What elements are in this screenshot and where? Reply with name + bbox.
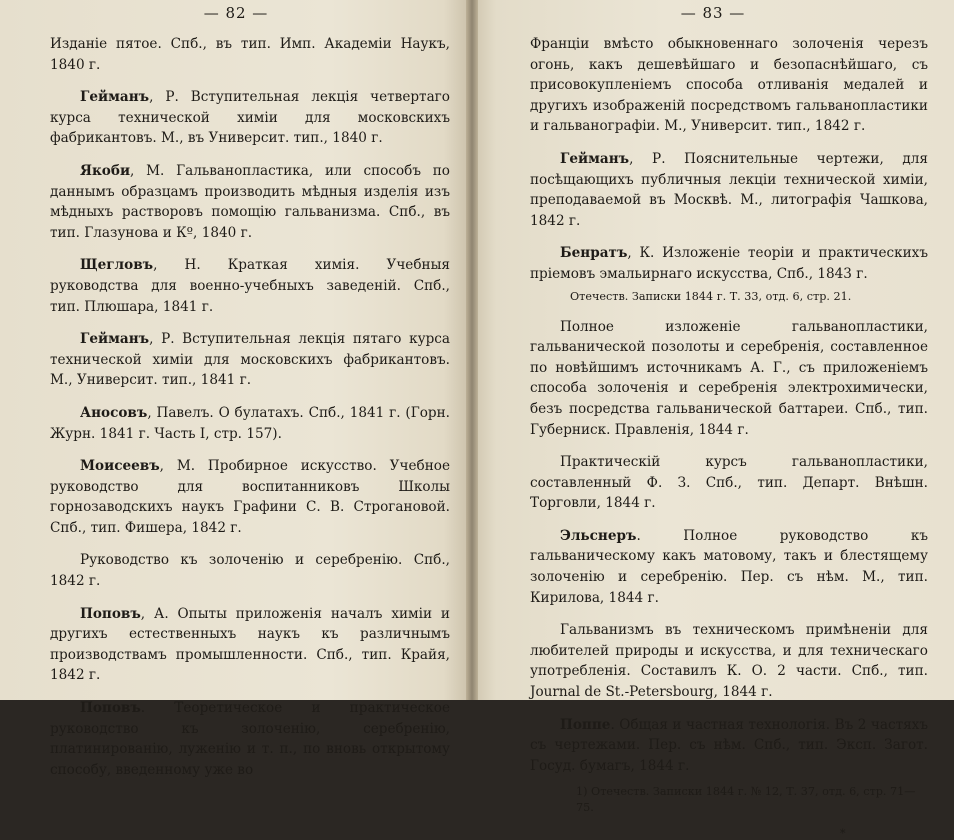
text-column (50, 34, 450, 792)
entry: Гейманъ, Р. Вступительная лекція четвертаго курса технической химіи для московскихъ фабрикантовъ. М., въ Университ. тип., 1840 г. (50, 89, 450, 147)
entry: Аносовъ, Павелъ. О булатахъ. Спб., 1841 г. (Горн. Журн. 1841 г. Часть I, стр. 157). (50, 404, 450, 442)
author: Гейманъ (80, 89, 150, 106)
signature-mark: * (840, 826, 846, 840)
entry: Гальванизмъ въ техническомъ примѣненіи для любителей природы и искусства, и для техническаго употребленія. Составилъ К. О. 2 части. Спб., тип. Journal de St.-Petersbourg, 1844 г. (530, 622, 928, 701)
entry: Практическій курсъ гальванопластики, составленный Ф. З. Спб., тип. Департ. Внѣшн. Торговли, 1844 г. (530, 454, 928, 512)
author: Поповъ (80, 605, 141, 622)
page-number: — 82 — (203, 4, 269, 22)
page-right (472, 0, 954, 840)
entry: Поповъ, А. Опыты приложенія началъ химіи и другихъ естественныхъ наукъ къ различнымъ производствамъ промышленности. Спб., тип. Крайя, 1842 г. (50, 605, 450, 684)
author: Поповъ (80, 700, 141, 717)
entry: Щегловъ, Н. Краткая химія. Учебныя руководства для военно-учебныхъ заведеній. Спб., тип. Плюшара, 1841 г. (50, 257, 450, 315)
entry: Франціи вмѣсто обыкновеннаго золоченія черезъ огонь, какъ дешевѣйшаго и безопаснѣйшаго, съ присовокупленіемъ способа отливанія медалей и другихъ изображеній посредствомъ гальванопластики и гальванографіи. М., Университ. тип., 1842 г. (530, 36, 928, 135)
entry: Полное изложеніе гальванопластики, гальванической позолоты и серебренія, составленное по новѣйшимъ источникамъ А. Г., съ приложеніемъ способа золоченія и серебренія электрохимически, безъ посредства гальванической баттареи. Спб., тип. Губерниск. Правленія, 1844 г. (530, 318, 928, 438)
entry: Поппе. Общая и частная технологія. Въ 2 частяхъ съ чертежами. Пер. съ нѣм. Спб., тип. Эксп. Загот. Госуд. бумагъ, 1844 г. (530, 716, 928, 774)
source-note: Отечеств. Записки 1844 г. Т. 33, отд. 6, стр. 21. (570, 289, 852, 303)
author: Гейманъ (80, 331, 150, 348)
entry: Поповъ. Теоретическое и практическое руководство къ золоченію, серебренію, платинированію, луженію и т. п., по вновь открытому способу, введенному уже во (50, 700, 450, 778)
author: Гейманъ (560, 150, 630, 167)
page-number: — 83 — (680, 4, 746, 22)
entry: Руководство къ золоченію и серебренію. Спб., 1842 г. (50, 552, 450, 590)
author: Эльснеръ (560, 527, 637, 544)
entry: Гейманъ, Р. Вступительная лекція пятаго курса технической химіи для московскихъ фабрикантовъ. М., Университ. тип., 1841 г. (50, 331, 450, 389)
entry: Якоби, М. Гальванопластика, или способъ по даннымъ образцамъ производить мѣдныя изделія изъ мѣдныхъ растворовъ помощію гальванизма. Спб., въ тип. Глазунова и Кº, 1840 г. (50, 162, 450, 241)
entry: Моисеевъ, М. Пробирное искусство. Учебное руководство для воспитанниковъ Школы горнозаводскихъ наукъ Графини С. В. Строгановой. Спб., тип. Фишера, 1842 г. (50, 458, 450, 536)
page-left (0, 0, 472, 778)
entry: Изданіе пятое. Спб., въ тип. Имп. Академіи Наукъ, 1840 г. (50, 36, 450, 73)
author: Якоби (80, 162, 131, 179)
book-gutter (466, 0, 478, 700)
entry: Эльснеръ. Полное руководство къ гальваническому какъ матовому, такъ и блестящему золоченію и серебренію. Пер. съ нѣм. М., тип. Кирилова, 1844 г. (530, 527, 928, 606)
entry: Бенратъ, К. Изложеніе теоріи и практическихъ пріемовъ эмальирнаго искусства, Спб., 1843 г. (530, 245, 928, 282)
author: Щегловъ (80, 257, 154, 274)
author: Моисеевъ (80, 458, 160, 475)
entry: Гейманъ, Р. Пояснительные чертежи, для посѣщающихъ публичныя лекціи технической химіи, преподаваемой въ Москвѣ. М., литографія Чашкова, 1842 г. (530, 150, 928, 229)
text-column (530, 34, 928, 840)
author: Бенратъ (560, 245, 628, 262)
author: Аносовъ (80, 404, 148, 421)
author: Поппе (560, 716, 611, 733)
footnote: 1) Отечеств. Записки 1844 г. № 12, Т. 37, отд. 6, стр. 71—75. (576, 785, 916, 815)
